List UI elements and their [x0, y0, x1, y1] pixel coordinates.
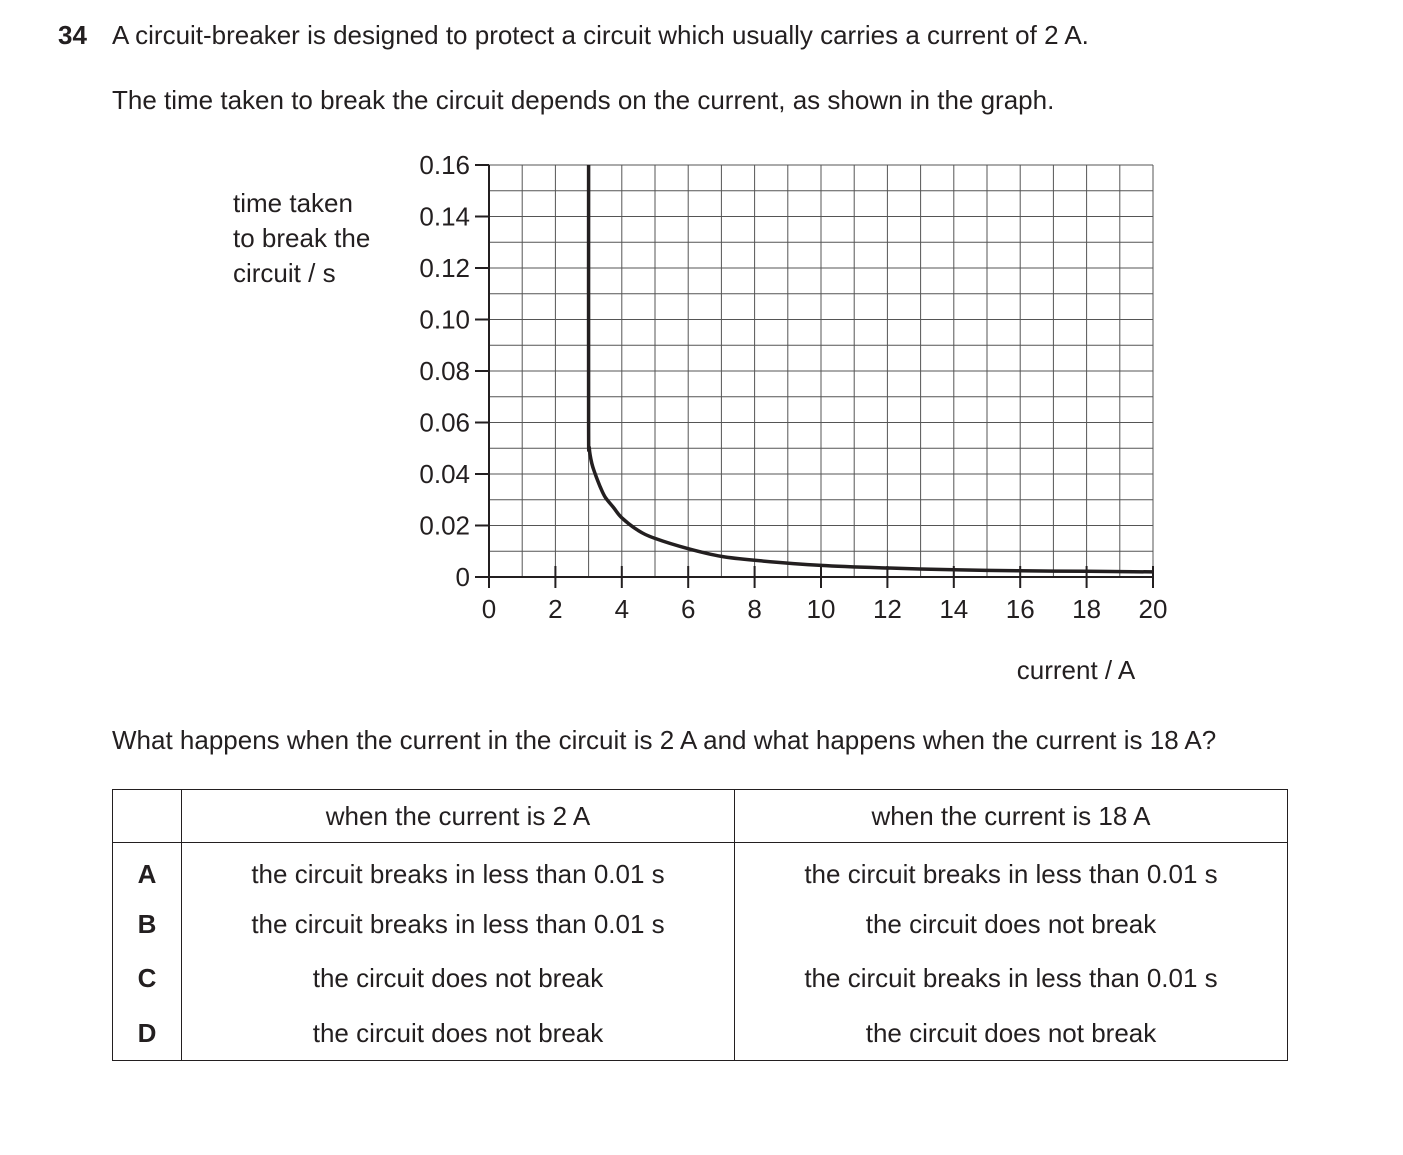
y-tick-label: 0.08	[419, 356, 470, 386]
option-2A-outcome: the circuit does not break	[182, 952, 735, 1007]
x-tick-label: 8	[747, 594, 762, 624]
table-row[interactable]	[113, 1006, 1288, 1061]
question-prompt: What happens when the current in the circuit is 2 A and what happens when the current is 18 A?	[112, 725, 1217, 755]
table-header-cell: when the current is 18 A	[735, 790, 1288, 843]
option-letter: B	[113, 897, 182, 952]
option-18A-outcome: the circuit breaks in less than 0.01 s	[804, 858, 1218, 889]
x-tick-label: 2	[548, 594, 563, 624]
question-stem-line1: A circuit-breaker is designed to protect a circuit which usually carries a current of 2 A.	[112, 20, 1089, 50]
x-tick-label: 14	[939, 594, 969, 624]
option-letter: D	[113, 1006, 182, 1061]
series-line	[589, 165, 1153, 572]
x-tick-label: 16	[1005, 594, 1035, 624]
tick-labels	[419, 150, 1167, 624]
question-number: 34	[58, 20, 87, 50]
x-tick-label: 20	[1138, 594, 1168, 624]
y-tick-label: 0.06	[419, 407, 470, 438]
x-axis-label: current / A	[1016, 655, 1136, 685]
series	[589, 165, 1153, 572]
table-header-cell	[113, 790, 182, 843]
x-tick-label: 10	[806, 594, 836, 624]
table-header-cell: when the current is 2 A	[182, 790, 735, 843]
table-row[interactable]	[113, 897, 1288, 952]
table-row[interactable]	[113, 843, 1288, 898]
option-letter: A	[113, 843, 182, 898]
x-tick-label: 4	[614, 594, 630, 624]
option-2A-outcome: the circuit does not break	[182, 1006, 735, 1061]
table-row[interactable]	[113, 952, 1288, 1007]
option-18A-outcome: the circuit does not break	[865, 908, 1157, 939]
y-axis-label-line: circuit / s	[233, 258, 336, 288]
y-axis-label-line: to break the	[233, 223, 371, 253]
y-tick-label: 0.16	[419, 150, 470, 180]
option-18A-outcome: the circuit breaks in less than 0.01 s	[804, 963, 1218, 994]
x-tick-label: 0	[481, 594, 497, 624]
option-2A-outcome: the circuit breaks in less than 0.01 s	[182, 843, 735, 898]
table-header-row	[113, 790, 1288, 843]
question-stem-line2: The time taken to break the circuit depends on the current, as shown in the graph.	[112, 85, 1055, 115]
y-tick-label: 0.10	[419, 304, 470, 335]
y-tick-label: 0.02	[419, 510, 470, 541]
y-tick-label: 0.04	[419, 459, 470, 489]
options-table	[112, 789, 1288, 1061]
x-tick-label: 18	[1072, 594, 1102, 624]
y-tick-label: 0.12	[419, 253, 470, 283]
x-tick-label: 12	[872, 594, 902, 624]
option-2A-outcome: the circuit breaks in less than 0.01 s	[182, 897, 735, 952]
x-tick-label: 6	[680, 594, 696, 624]
option-letter: C	[113, 952, 182, 1007]
y-axis-label-line: time taken	[233, 188, 353, 218]
option-18A-outcome: the circuit does not break	[865, 1017, 1157, 1048]
y-tick-label: 0.14	[419, 201, 470, 232]
y-tick-label: 0	[455, 562, 470, 592]
